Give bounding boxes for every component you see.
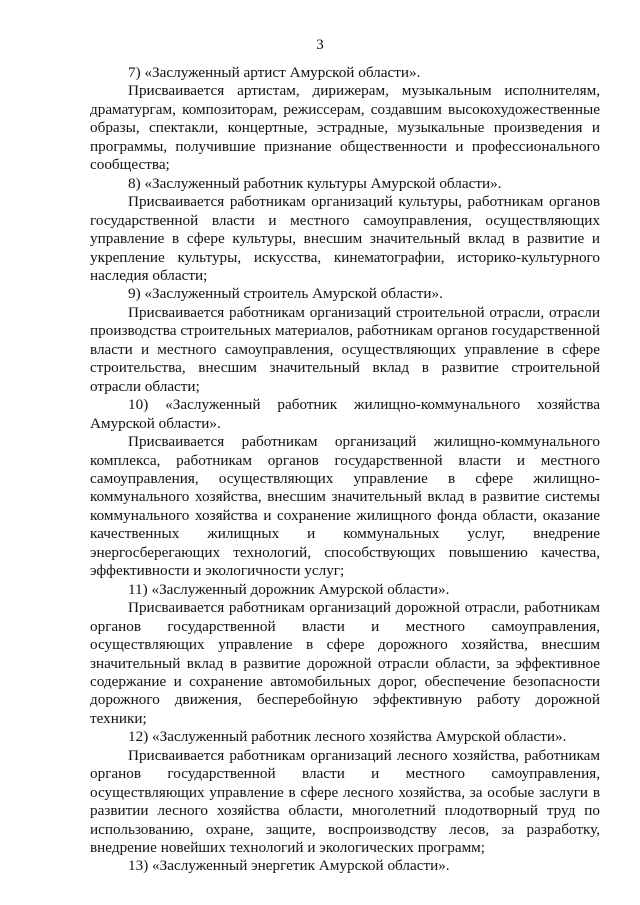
page-number: 3 (316, 37, 324, 53)
award-description-7: Присваивается артистам, дирижерам, музыкальным исполнителям, драматургам, композиторам, режиссерам, создавшим высокохудожественные образы, спектакли, концертные, эстрадные, музыкальные произведения и программы, получившие признание общественности и профессионального сообщества; (90, 82, 600, 174)
award-description-12: Присваивается работникам организаций лесного хозяйства, работникам органов государственной власти и местного самоуправления, осуществляющих управление в сфере лесного хозяйства, за особые заслуги в развитии лесного хозяйства области, многолетний плодотворный труд по использованию, охране, защите, воспроизводству лесов, за разработку, внедрение новейших технологий и экологических программ; (90, 746, 600, 857)
award-description-10: Присваивается работникам организаций жилищно-коммунального комплекса, работникам органов государственной власти и местного самоуправления, осуществляющих управление в сфере жилищно-коммунального хозяйства, внесшим значительный вклад в развитие системы коммунального хозяйства и сохранение жилищного фонда области, оказание качественных жилищных и коммунальных услуг, внедрение энергосберегающих технологий, способствующих повышению качества, эффективности и экологичности услуг; (90, 433, 600, 580)
award-heading-12: 12) «Заслуженный работник лесного хозяйства Амурской области». (128, 728, 567, 746)
award-heading-10: 10) «Заслуженный работник жилищно-коммунального хозяйства Амурской области». (90, 396, 600, 432)
award-description-11: Присваивается работникам организаций дорожной отрасли, работникам органов государственной власти и местного самоуправления, осуществляющих управление в сфере дорожного хозяйства, внесшим значительный вклад в развитие дорожной отрасли области, за эффективное содержание и сохранение автомобильных дорог, обеспечение безопасности дорожного движения, бесперебойную эффективную работу дорожной техники; (90, 599, 600, 727)
award-heading-7: 7) «Заслуженный артист Амурской области». (128, 64, 421, 81)
award-heading-11: 11) «Заслуженный дорожник Амурской области». (128, 580, 450, 598)
award-description-8: Присваивается работникам организаций культуры, работникам органов государственной власти и местного самоуправления, осуществляющих управление в сфере культуры, внесшим значительный вклад в развитие и укрепление культуры, искусства, кинематографии, историко-культурного наследия области; (90, 193, 600, 284)
award-heading-9: 9) «Заслуженный строитель Амурской области». (128, 285, 443, 303)
award-heading-8: 8) «Заслуженный работник культуры Амурской области». (128, 174, 502, 192)
document-body (90, 64, 600, 876)
award-heading-13: 13) «Заслуженный энергетик Амурской области». (128, 857, 450, 875)
award-description-9: Присваивается работникам организаций строительной отрасли, отрасли производства строительных материалов, работникам органов государственной власти и местного самоуправления, осуществляющих управление в сфере строительства, внесшим значительный вклад в развитие строительной отрасли области; (90, 303, 600, 395)
